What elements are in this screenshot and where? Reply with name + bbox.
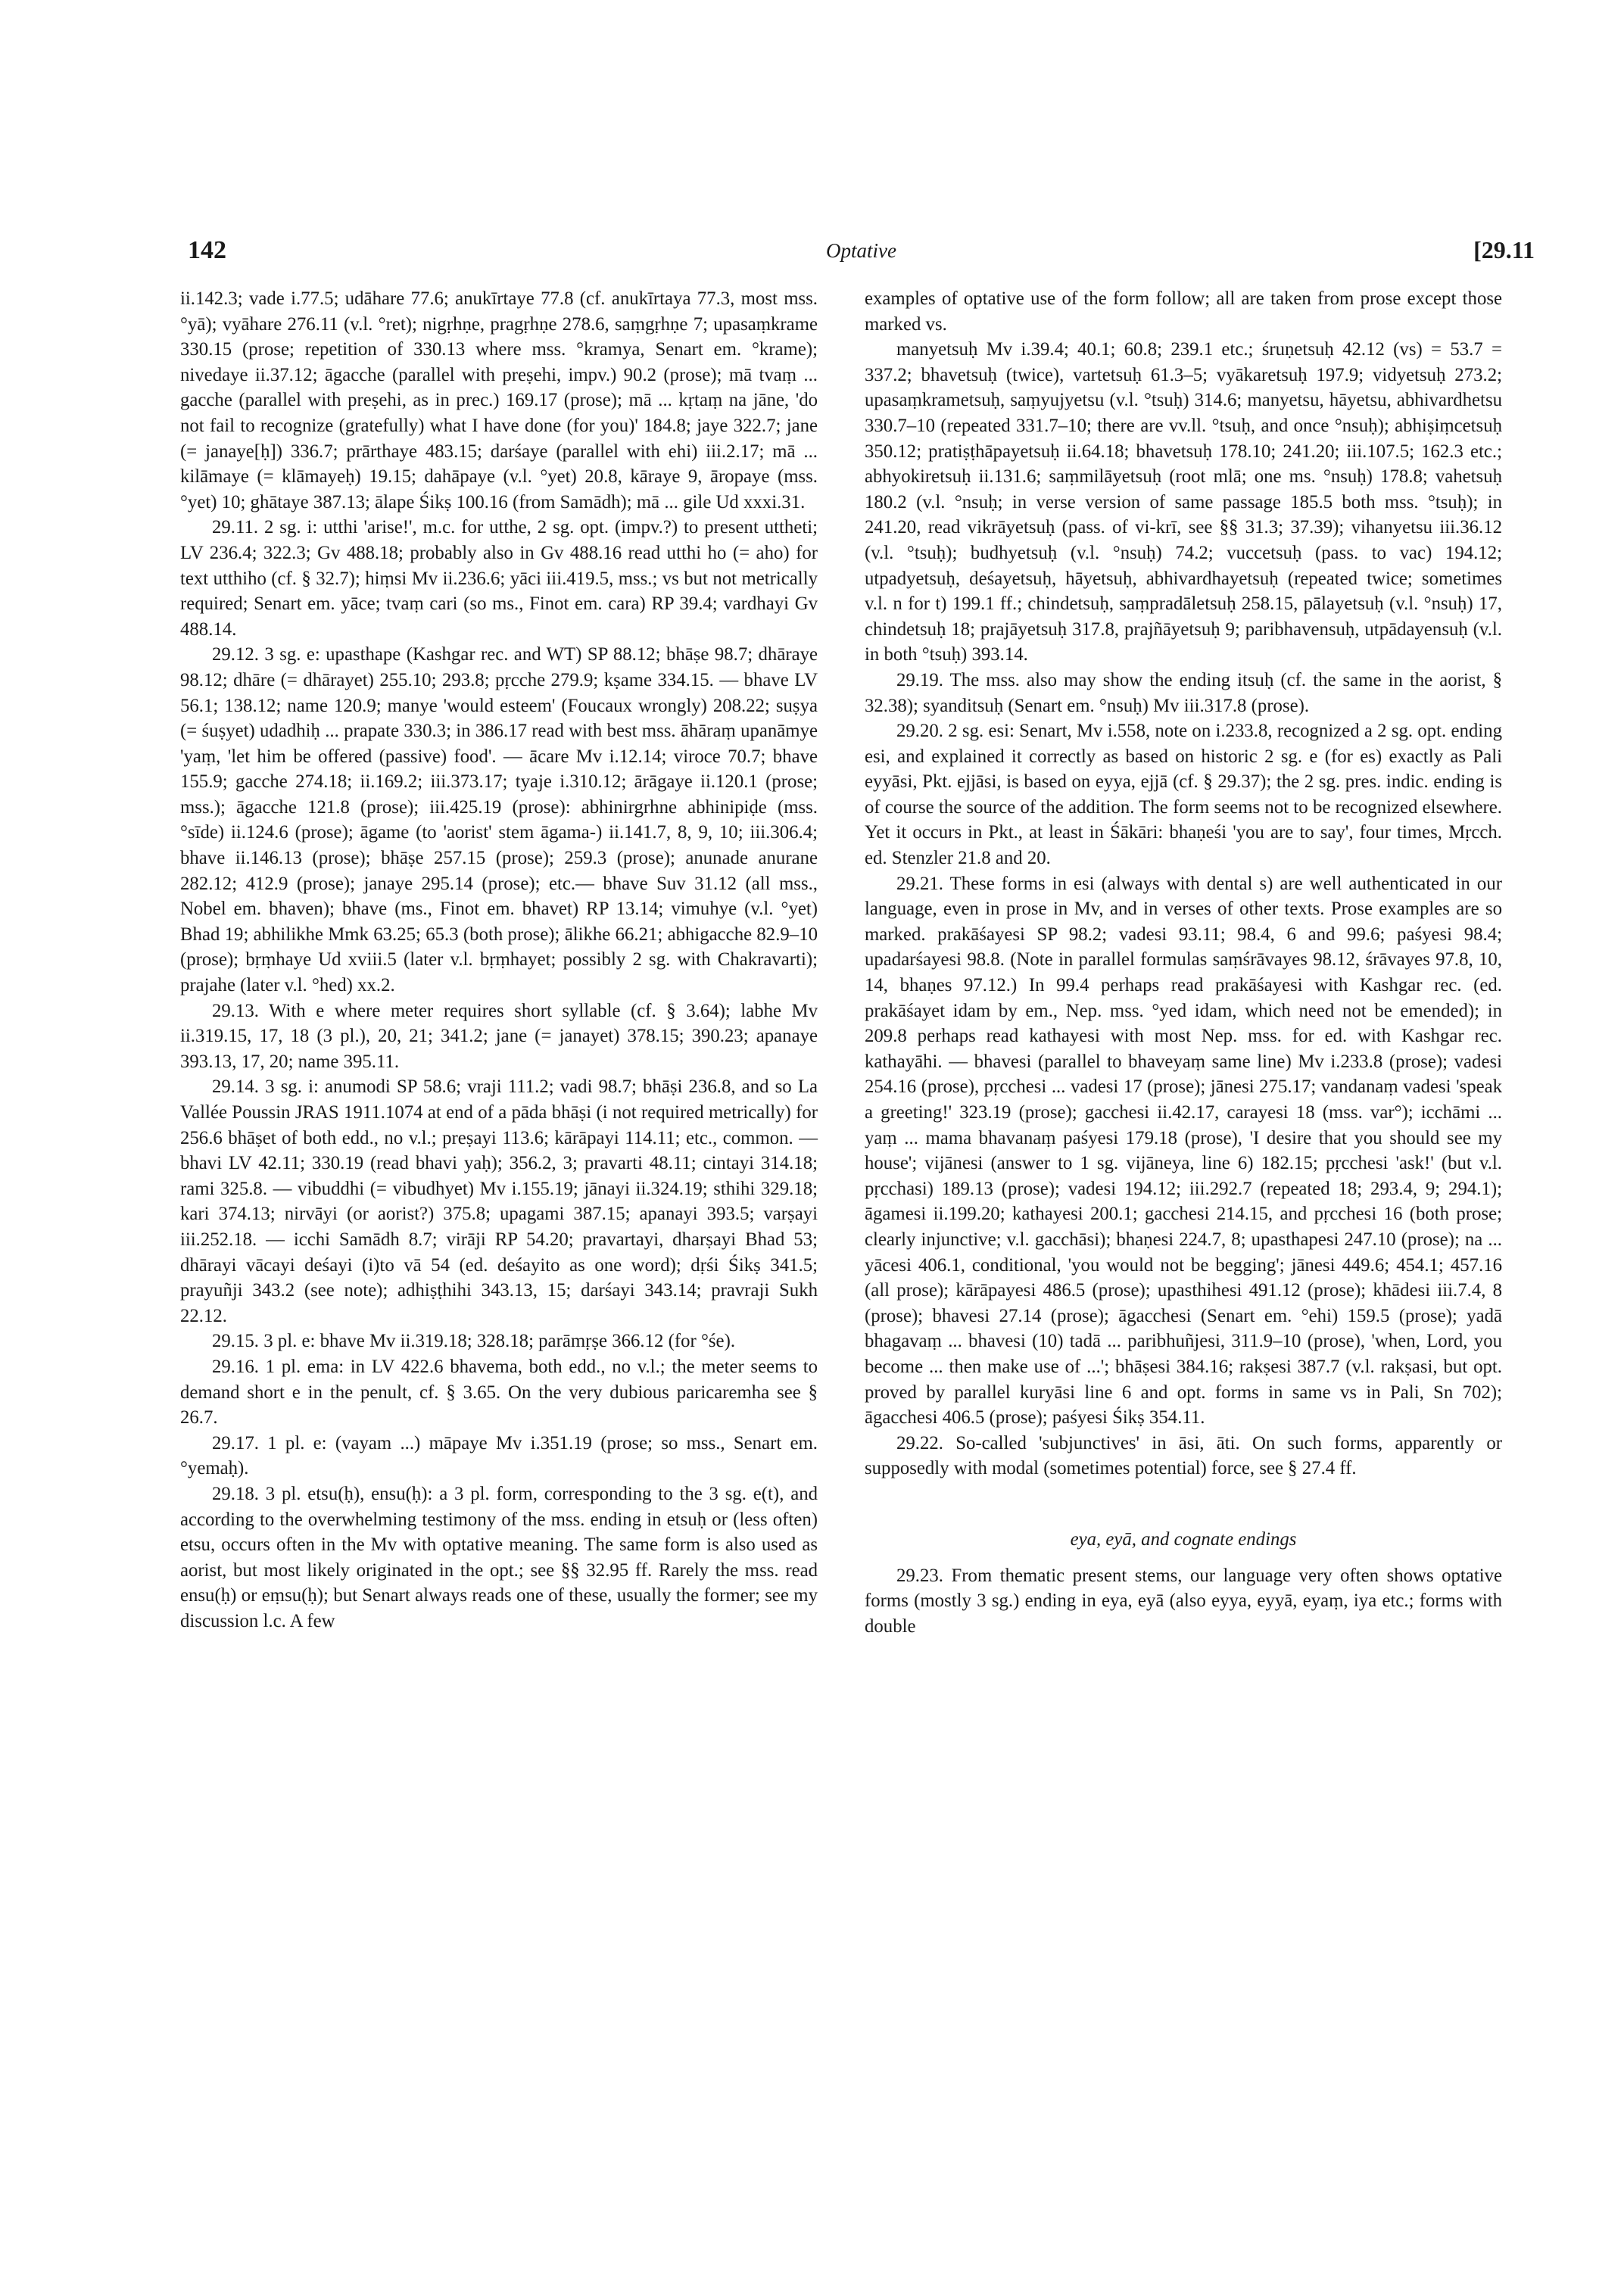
paragraph-29-14: 29.14. 3 sg. i: anumodi SP 58.6; vraji 111.2; vadi 98.7; bhāṣi 236.8, and so La Vallée Poussin JRAS 1911.1074 at end of a pāda bhāṣi (i not required metrically) for 256.6 bhāṣet of both edd., no v.l.; preṣayi 113.6; kārāpayi 114.11; etc., common. — bhavi LV 42.11; 330.19 (read bhavi yaḥ); 356.2, 3; pravarti 48.11; cintayi 314.18; rami 325.8. — vibuddhi (= vibudhyet) Mv i.155.19; jānayi ii.324.19; sthihi 329.18; kari 374.13; nirvāyi (or aorist?) 375.8; upagami 387.15; apanayi 393.5; varṣayi iii.252.18. — icchi Samādh 8.7; virāji RP 54.20; pravartayi, dharṣayi Bhad 53; dhārayi vācayi deśayi (i)to vā 54 (ed. deśayito as one word); dṛśi Śikṣ 341.5; prayuñji 343.2 (see note); adhiṣṭhihi 343.13, 15; darśayi 343.14; pravraji Sukh 22.12.: [180, 1076, 818, 1326]
page-header: [188, 236, 1535, 274]
paragraph-29-22: 29.22. So-called 'subjunctives' in āsi, āti. On such forms, apparently or supposedly with modal (sometimes potential) force, see § 27.4 ff.: [865, 1432, 1502, 1479]
paragraph-29-11: 29.11. 2 sg. i: utthi 'arise!', m.c. for utthe, 2 sg. opt. (impv.?) to present uttheti; LV 236.4; 322.3; Gv 488.18; probably also in Gv 488.16 read utthi ho (= aho) for text utthiho (cf. § 32.7); hiṃsi Mv ii.236.6; yāci iii.419.5, mss.; vs but not metrically required; Senart em. yāce; tvaṃ cari (so ms., Finot em. cara) RP 39.4; vardhayi Gv 488.14.: [180, 517, 818, 640]
paragraph-29-15: 29.15. 3 pl. e: bhave Mv ii.319.18; 328.18; parāmṛṣe 366.12 (for °śe).: [212, 1331, 736, 1352]
left-column: [180, 286, 818, 1634]
paragraph-examples-list: manyetsuḥ Mv i.39.4; 40.1; 60.8; 239.1 etc.; śruṇetsuḥ 42.12 (vs) = 53.7 = 337.2; bhavetsuḥ (twice), vartetsuḥ 61.3–5; vyākaretsuḥ 197.9; vidyetsuḥ 273.2; upasaṃkrametsuḥ, saṃyujyetsu (v.l. °tsuḥ) 314.6; manyetsu, hāyetsu, abhivardhetsu 330.7–10 (repeated 331.7–10; there are vv.ll. °tsuḥ, and once °nsuḥ); abhiṣiṃcetsuḥ 350.12; pratiṣṭhāpayetsuḥ ii.64.18; bhavetsuḥ 178.10; 241.20; iii.107.5; 162.3 etc.; abhyokiretsuḥ ii.131.6; saṃmilāyetsuḥ (root mlā; one ms. °nsuḥ) 178.8; vahetsuḥ 180.2 (v.l. °nsuḥ; in verse version of same passage 185.5 both mss. °tsuḥ); in 241.20, read vikrāyetsuḥ (pass. of vi-krī, see §§ 31.3; 37.39); vihanyetsu iii.36.12 (v.l. °tsuḥ); budhyetsuḥ (v.l. °nsuḥ) 74.2; vuccetsuḥ (pass. to vac) 194.12; utpadyetsuḥ, deśayetsuḥ, hāyetsuḥ, abhivardhayetsuḥ (repeated twice; sometimes v.l. n for t) 199.1 ff.; chindetsuḥ, saṃpradāletsuḥ 258.15, pālayetsuḥ (v.l. °nsuḥ) 17, chindetsuḥ 18; prajāyetsuḥ 317.8, prajñāyetsuḥ 9; paribhavensuḥ, utpādayensuḥ (v.l. in both °tsuḥ) 393.14.: [865, 339, 1502, 665]
paragraph-29-17: 29.17. 1 pl. e: (vayam ...) māpaye Mv i.351.19 (prose; so mss., Senart em. °yemaḥ).: [180, 1432, 818, 1479]
subsection-title: eya, eyā, and cognate endings: [1070, 1528, 1297, 1550]
right-column: [865, 286, 1502, 1639]
paragraph-29-16: 29.16. 1 pl. ema: in LV 422.6 bhavema, both edd., no v.l.; the meter seems to demand short e in the penult, cf. § 3.65. On the very dubious paricaremha see § 26.7.: [180, 1356, 818, 1428]
paragraph-29-18: 29.18. 3 pl. etsu(ḥ), ensu(ḥ): a 3 pl. form, corresponding to the 3 sg. e(t), and according to the overwhelming testimony of the mss. ending in etsuḥ or (less often) etsu, occurs often in the Mv with optative meaning. The same form is also used as aorist, but most likely originated in the opt.; see §§ 32.95 ff. Rarely the mss. read ensu(ḥ) or eṃsu(ḥ); but Senart always reads one of these, usually the former; see my discussion l.c. A few: [180, 1483, 818, 1631]
paragraph-29-20: 29.20. 2 sg. esi: Senart, Mv i.558, note on i.233.8, recognized a 2 sg. opt. ending esi, and explained it correctly as based on historic 2 sg. e (for es) exactly as Pali eyyāsi, Pkt. ejjāsi, is based on eyya, ejjā (cf. § 29.37); the 2 sg. pres. indic. ending is of course the source of the addition. The form seems not to be recognized elsewhere. Yet it occurs in Pkt., at least in Śākāri: bhaṇeśi 'you are to say', four times, Mṛcch. ed. Stenzler 21.8 and 20.: [865, 721, 1502, 869]
running-title: Optative: [826, 239, 896, 262]
paragraph-29-13: 29.13. With e where meter requires short syllable (cf. § 3.64); labhe Mv ii.319.15, 17, 18 (3 pl.), 20, 21; 341.2; jane (= janayet) 378.15; 390.23; apanaye 393.13, 17, 20; name 395.11.: [180, 1000, 818, 1072]
paragraph-continuation-right: examples of optative use of the form follow; all are taken from prose except those marked vs.: [865, 288, 1502, 335]
page-number: 142: [188, 236, 226, 264]
paragraph-29-19: 29.19. The mss. also may show the ending itsuḥ (cf. the same in the aorist, § 32.38); syanditsuḥ (Senart em. °nsuḥ) Mv iii.317.8 (prose).: [865, 669, 1502, 716]
paragraph-29-12: 29.12. 3 sg. e: upasthape (Kashgar rec. and WT) SP 88.12; bhāṣe 98.7; dhāraye 98.12; dhāre (= dhārayet) 255.10; 293.8; pṛcche 279.9; kṣame 334.15. — bhave LV 56.1; 138.12; name 120.9; manye 'would esteem' (Foucaux wrongly) 208.22; suṣya (= śuṣyet) udadhiḥ ... prapate 330.3; in 386.17 read with best mss. āhāraṃ upanāmye 'yaṃ, 'let him be offered (passive) food'. — ācare Mv i.12.14; viroce 70.7; bhave 155.9; gacche 274.18; ii.169.2; iii.373.17; tyaje i.310.12; ārāgaye ii.120.1 (prose; mss.); āgacche 121.8 (prose); iii.425.19 (prose): abhinirgrhne abhinipiḍe (mss. °sīde) ii.124.6 (prose); āgame (to 'aorist' stem āgama-) ii.141.7, 8, 9, 10; iii.306.4; bhave ii.146.13 (prose); bhāṣe 257.15 (prose); 259.3 (prose); anunade anurane 282.12; 412.9 (prose); janaye 295.14 (prose); etc.— bhave Suv 31.12 (all mss., Nobel em. bhaven); bhave (ms., Finot em. bhavet) RP 13.14; vimuhye (v.l. °yet) Bhad 19; abhilikhe Mmk 63.25; 65.3 (both prose); ālikhe 66.21; abhigacche 82.9–10 (prose); bṛṃhaye Ud xviii.5 (later v.l. bṛṃhayet; possibly 2 sg. with Chakravarti); prajahe (later v.l. °hed) xx.2.: [180, 644, 818, 996]
section-marker: [29.11: [1473, 236, 1535, 263]
paragraph-29-21: 29.21. These forms in esi (always with dental s) are well authenticated in our language, even in prose in Mv, and in verses of other texts. Prose examples are so marked. prakāśayesi SP 98.2; vadesi 93.11; 98.4, 6 and 99.6; paśyesi 98.4; upadarśayesi 98.8. (Note in parallel formulas saṃśrāvayes 98.12, śrāvayes 97.8, 10, 14, bhaṇes 97.12.) In 99.4 perhaps read prakāśayesi with Kashgar rec. (ed. prakāśayet idam by em., Nep. mss. °yed idam, which need not be emended); in 209.8 perhaps read kathayesi with most Nep. mss. for ed. with Kashgar rec. kathayāhi. — bhavesi (parallel to bhaveyaṃ same line) Mv i.233.8 (prose); vadesi 254.16 (prose), pṛcchesi ... vadesi 17 (prose); jānesi 275.17; vandanaṃ vadesi 'speak a greeting!' 323.19 (prose); gacchesi ii.42.17, carayesi 18 (mss. var°); icchāmi ... yaṃ ... mama bhavanaṃ paśyesi 179.18 (prose), 'I desire that you should see my house'; vijānesi (answer to 1 sg. vijāneya, line 6) 182.15; pṛcchesi 'ask!' (but v.l. pṛcchasi) 189.13 (prose); vadesi 194.12; iii.292.7 (repeated 18; 293.4, 9; 294.1); āgamesi ii.199.20; kathayesi 200.1; gacchesi 214.15, and pṛcchesi 16 (both prose; clearly injunctive; v.l. gacchāsi); bhaṇesi 224.7, 8; upasthapesi 247.10 (prose); na ... yācesi 406.1, conditional, 'you would not be begging'; jānesi 449.6; 454.1; 457.16 (all prose); kārāpayesi 486.5 (prose); upasthihesi 491.12 (prose); khādesi iii.7.4, 8 (prose); bhavesi 27.14 (prose); āgacchesi (Senart em. °ehi) 159.5 (prose); yadā bhagavaṃ ... bhavesi (10) tadā ... paribhuñjesi, 311.9–10 (prose), 'when, Lord, you become ... then make use of ...'; bhāṣesi 384.16; rakṣesi 387.7 (v.l. rakṣasi, but opt. proved by parallel kuryāsi line 6 and opt. forms in same vs in Pali, Sn 702); āgacchesi 406.5 (prose); paśyesi Śikṣ 354.11.: [865, 873, 1502, 1428]
paragraph-29-23: 29.23. From thematic present stems, our language very often shows optative forms (mostly 3 sg.) ending in eya, eyā (also eyya, eyyā, eyaṃ, iya etc.; forms with double: [865, 1565, 1502, 1637]
paragraph-continuation: ii.142.3; vade i.77.5; udāhare 77.6; anukīrtaye 77.8 (cf. anukīrtaya 77.3, most mss. °yā); vyāhare 276.11 (v.l. °ret); nigṛhṇe, pragṛhṇe 278.6, saṃgṛhṇe 7; upasaṃkrame 330.15 (prose; repetition of 330.13 where mss. °kramya, Senart em. °krame); nivedaye ii.37.12; āgacche (parallel with preṣehi, impv.) 90.2 (prose); mā tvaṃ ... gacche (parallel with preṣehi, as in prec.) 169.17 (prose); mā ... kṛtaṃ na jāne, 'do not fail to recognize (gratefully) what I have done (for you)' 184.8; jaye 322.7; jane (= janaye[ḥ]) 336.7; prārthaye 483.15; darśaye (parallel with ehi) iii.2.17; mā ... kilāmaye (= klāmayeḥ) 19.15; dahāpaye (v.l. °yet) 20.8, kāraye 9, āropaye (mss. °yet) 10; ghātaye 387.13; ālape Śikṣ 100.16 (from Samādh); mā ... gile Ud xxxi.31.: [180, 288, 818, 512]
